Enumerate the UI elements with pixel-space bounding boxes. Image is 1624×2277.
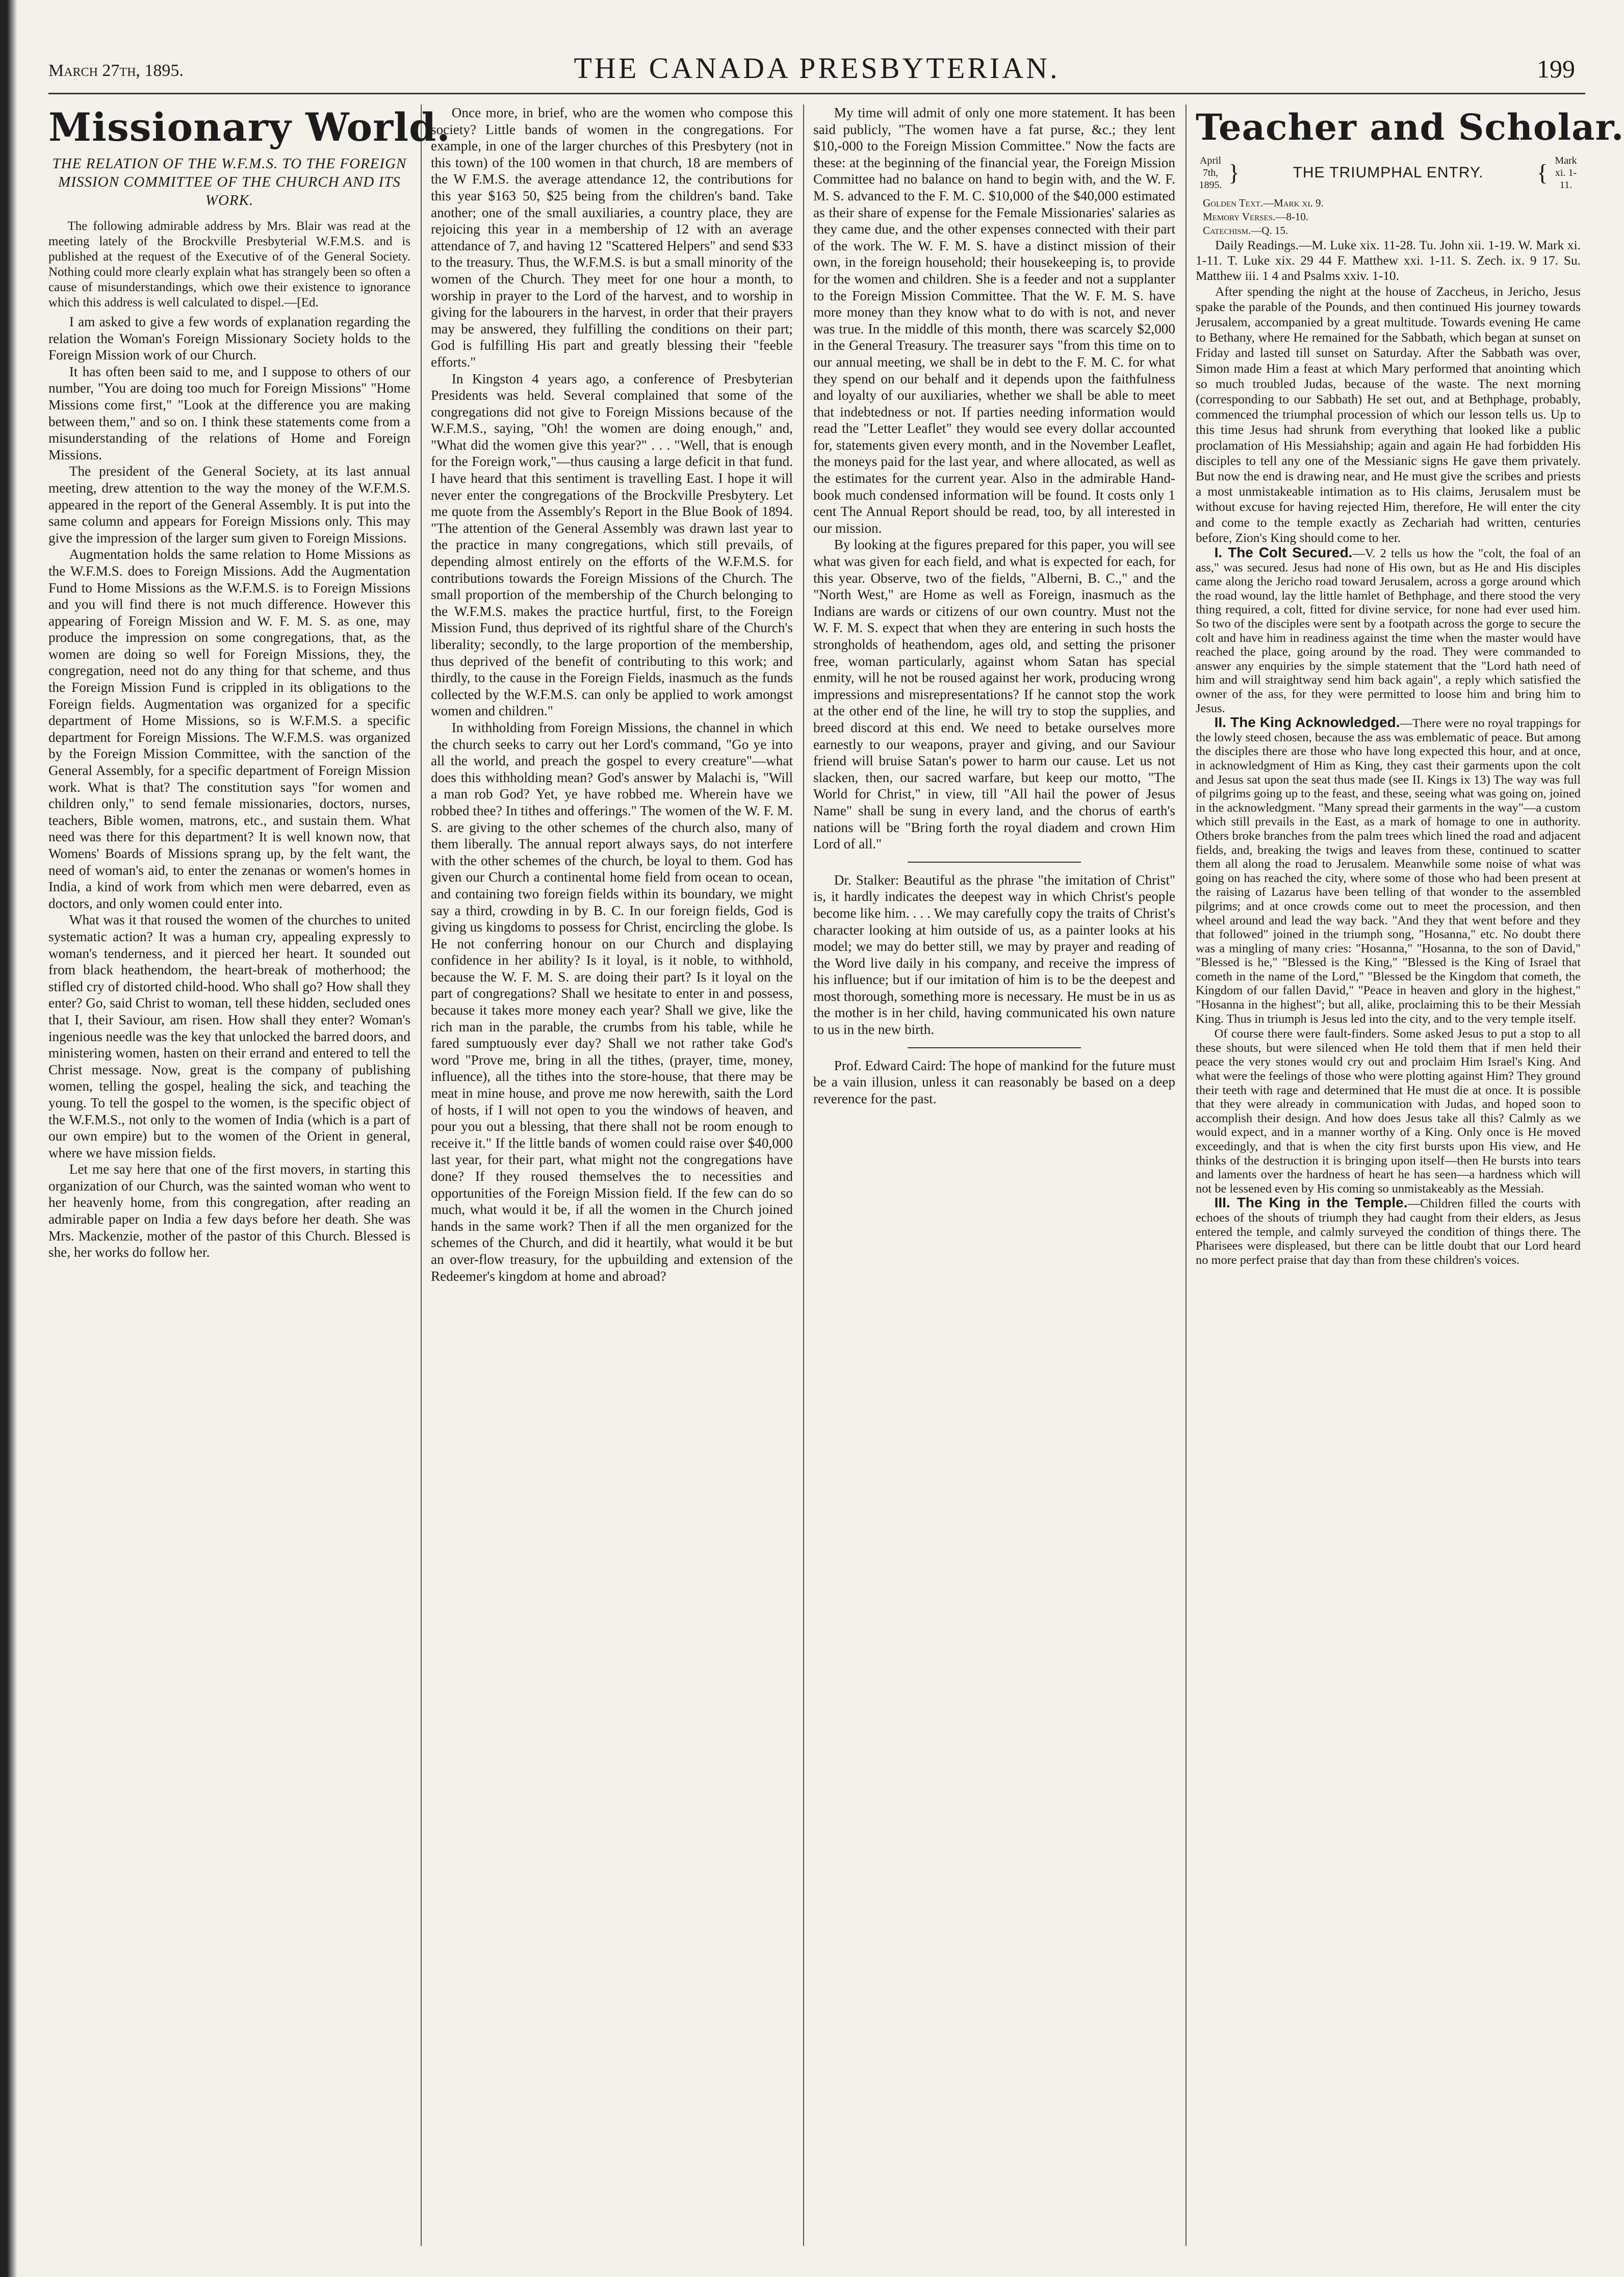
article-paragraph: By looking at the figures prepared for this paper, you will see what was given for each field, and what is expected for each, for this year. Observe, two of the fields, "Alberni, B. C.," and the "North West," are Home as well as Foreign, inasmuch as the Indians are wards or citizens of our own country. Must not the W. F. M. S. expect that when they are entering in such hosts the strongholds of heathendom, ages old, and setting the prisoner free, woman particularly, against whom Satan has special enmity, will he not be roused against her work, producing wrong impressions and misrepresentations? If he cannot stop the work at the other end of the line, he will try to stop the supplies, and breed discord at this end. We need to betake ourselves more earnestly to our weapons, prayer and giving, and our Saviour friend will bruise Satan's power to harm our cause. Let us not slacken, then, our sacred warfare, but keep our motto, "The World for Christ," in view, till "All hail the power of Jesus Name" shall be sung in every land, and the chorus of earth's nations will be "Bring forth the royal diadem and crown Him Lord of all." bbox=[813, 537, 1175, 852]
lesson-reference: { Mark xi. 1-11. bbox=[1536, 155, 1577, 191]
issue-date: March 27th, 1895. bbox=[48, 61, 184, 80]
stalker-quote: Dr. Stalker: Beautiful as the phrase "the imitation of Christ" is, it hardly indicates the deepest way in which Christ's people become like him. . . . We may carefully copy the traits of Christ's character looking at him outside of us, as a painter looks at his model; we may do better still, we may by prayer and reading of the Word live daily in his company, and receive the impress of his influence; but if our imitation of him is to be the deepest and most thorough, something more is necessary. He must be in us as the mother is in her child, having communicated his own nature to us in the new birth. bbox=[813, 872, 1175, 1038]
lesson-point-text: —There were no royal trappings for the lowly steed chosen, because the ass was emblematic of peace. But among the disciples there are those who have long expected this hour, and at once, in acknowledgment of Him as King, they cast their garments upon the colt and Jesus sat upon the seat thus made (see II. Kings ix 13) The way was full of pilgrims going up to the feast, and these, seeing what was going on, joined in the acknowledgment. "Many spread their garments in the way"—a custom which still prevails in the East, as a mark of homage to one in authority. Others broke branches from the palm trees which lined the road and adjacent fields, and, breaking the twigs and leaves from these, continued to scatter them all along the road to Jerusalem. Meanwhile some noise of what was going on has reached the city, where some of those who had been present at the raising of Lazarus have been telling of that wonder to the assembled pilgrims; and at once crowds come out to meet the procession, and then wheel around and lead the way back. "And they that went before and they that followed" joined in the triumph song, "Hosanna," etc. No doubt there was a mingling of many cries: "Hosanna," "Hosanna, to the son of David," "Blessed is he," "Blessed is the King," "Blessed is the King of Israel that cometh in the name of the Lord," "Blessed be the Kingdom that cometh, the Kingdom of our fallen David," "Peace in heaven and glory in the highest," "Hosanna in the highest"; but all, alike, proclaiming this to be their Messiah King. Thus in triumph is Jesus led into the city, and to the very temple itself. bbox=[1196, 716, 1581, 1026]
lesson-point-text: —Children filled the courts with echoes of the shouts of triumph they had caught from their elders, as Jesus entered the temple, and calmly surveyed the condition of things there. The Pharisees were displeased, but there can be little doubt that our Lord heard no more perfect praise that day than from these children's voices. bbox=[1196, 1197, 1581, 1267]
page-number: 199 bbox=[1537, 55, 1575, 83]
column-divider bbox=[803, 105, 804, 2246]
article-paragraph: Let me say here that one of the first movers, in starting this organization of our Church, was the sainted woman who went to her heavenly home, from this congregation, after reading an admirable paper on India a few days before her death. She was Mrs. Mackenzie, mother of the pastor of this Church. Blessed is she, her works do follow her. bbox=[48, 1161, 410, 1260]
teacher-section-title: Teacher and Scholar. bbox=[1196, 106, 1624, 148]
caird-quote: Prof. Edward Caird: The hope of mankind for the future must be a vain illusion, unless it can reasonably be based on a deep reverence for the past. bbox=[813, 1057, 1176, 1106]
lesson-point bbox=[1196, 715, 1581, 1026]
article-paragraph: The president of the General Society, at its last annual meeting, drew attention to the way the money of the W.F.M.S. appeared in the report of the General Assembly. It is put into the same column and appears for Foreign Missions only. This may give the impression of the larger sum given to Foreign Missions. bbox=[48, 463, 410, 546]
publication-title: THE CANADA PRESBYTERIAN. bbox=[574, 51, 1060, 85]
lesson-point-heading: I. The Colt Secured. bbox=[1214, 545, 1353, 561]
article-paragraph: What was it that roused the women of the churches to united systematic action? It was a human cry, appealing expressly to woman's tenderness, and it pierced her heart. It sounded out from black heathendom, the heart-break of motherhood; the stifled cry of distorted child-hood. Who shall go? How shall they enter? Go, said Christ to woman, tell these hidden, secluded ones that I, their Saviour, am risen. How shall they enter? Woman's ingenious needle was the key that unlocked the barred doors, and ministering women, hasten on their errand and entered to tell the Christ message. Now, great is the company of publishing women, telling the gospel, healing the sick, and teaching the young. To tell the gospel to the women, is the specific object of the W.F.M.S., not only to the women of India (which is a part of our own empire) but to the women of the Orient in general, where we have mission fields. bbox=[48, 912, 410, 1160]
lesson-date: April 7th, 1895. } bbox=[1199, 155, 1240, 191]
column-1 bbox=[48, 105, 451, 2256]
article-paragraph: Augmentation holds the same relation to Home Missions as the W.F.M.S. does to Foreign Missions. Add the Augmentation Fund to Home Missions as the W.F.M.S. is to Foreign Missions and you will find there is not much difference. However this appearing of Foreign Mission and W. F. M. S. as one, may produce the impression on some congregations, that, as the women are doing so well for Foreign Missions, they, the congregation, need not do any thing for that scheme, and thus the Foreign Mission Fund is crippled in its obligations to the Foreign fields. Augmentation was organized for a specific department of Home Missions, so is W.F.M.S. a specific department for Foreign Missions. The W.F.M.S. was organized by the Foreign Mission Committee, with the sanction of the General Assembly, for a specific department of Foreign Mission work. What is that? The constitution says "for women and children only," to send female missionaries, doctors, nurses, teachers, Bible women, matrons, etc., and sustain them. What need was there for this department? It is well known now, that Womens' Boards of Missions sprang up, by the felt want, the need of woman's aid, to enter the zenanas or women's homes in India, a kind of work from which men were debarred, even as doctors, and only women could enter into. bbox=[48, 547, 410, 911]
article-paragraph: My time will admit of only one more statement. It has been said publicly, "The women have a fat purse, &c.; they lent $10,-000 to the Foreign Mission Committee." Now the facts are these: at the beginning of the financial year, the Foreign Mission Committee had no balance on hand to begin with, and the W. F. M. S. advanced to the F. M. C. $10,000 of the $40,000 estimated as their share of expense for the Female Missionaries' salaries as they came due, and the other expenses connected with their part of the work. The W. F. M. S. have a distinct mission of their own, in the foreign household; their housekeeping is, to provide for the women and children. She is a feeder and not a supplanter to the Foreign Mission Committee. That the W. F. M. S. have more money than they know what to do with is not, and never was true. In the middle of this month, there was scarcely $2,000 in the General Treasury. The treasurer says "from this time on to our annual meeting, we shall be in debt to the F. M. C. for what they spend on our behalf and it depends upon the faithfulness and loyalty of our auxiliaries, whether we shall be able to meet that indebtedness or not. If parties needing information would read the "Letter Leaflet" they would see every dollar accounted for, statements given every month, and in the November Leaflet, the moneys paid for the last year, and where allocated, as well as the estimates for the current year. Also in the admirable Hand-book much condensed information will be found. It costs only 1 cent The Annual Report should be read, too, by all interested in our mission. bbox=[813, 105, 1175, 536]
column-3 bbox=[813, 105, 1175, 2256]
column-divider bbox=[1185, 105, 1187, 2246]
separator-rule bbox=[908, 1047, 1081, 1048]
lesson-point bbox=[1196, 1196, 1581, 1267]
column-divider bbox=[421, 105, 422, 2246]
running-head bbox=[48, 47, 1585, 93]
column-4 bbox=[1196, 105, 1624, 2256]
page-binding-edge bbox=[0, 0, 17, 2277]
lesson-title: THE TRIUMPHAL ENTRY. bbox=[1293, 164, 1484, 181]
lesson-intro: After spending the night at the house of Zaccheus, in Jericho, Jesus spake the parable of the Pounds, and then continued His journey towards Jerusalem, accompanied by a great multitude. Towards evening He came to Bethany, where He remained for the Sabbath, which began at sunset on Friday and lasted till sunset on Saturday. After the Sabbath was over, Simon made Him a feast at which Mary performed that anointing which so much troubled Judas, because of the waste. The next morning (corresponding to our Sabbath) He set out, and at Bethphage, probably, commenced the triumphal procession of which our lesson tells us. Up to this time Jesus had shrunk from everything that looked like a public proclamation of His Messiahship; again and again He had forbidden His disciples to tell any one of the Messianic signs He gave them privately. But now the end is drawing near, and He must give the scribes and priests a most unmistakeable intimation as to His claims, Jerusalem must be without excuse for having rejected Him, therefore, He will enter the city and come to the temple exactly as Zechariah had written, centuries before, Zion's King should come to her. bbox=[1196, 284, 1581, 545]
column-2 bbox=[431, 105, 793, 2256]
golden-text: Golden Text.—Mark xi. 9. bbox=[1203, 197, 1324, 209]
lesson-point bbox=[1196, 546, 1581, 715]
daily-readings: Daily Readings.—M. Luke xix. 11-28. Tu. John xii. 1-19. W. Mark xi. 1-11. T. Luke xix. 29 44 F. Matthew xxi. 1-11. S. Zech. ix. 9 17. Su. Matthew iii. 1 4 and Psalms xxiv. 1-10. bbox=[1196, 238, 1581, 283]
memory-verses: Memory Verses.—8-10. bbox=[1203, 211, 1309, 223]
header-rule bbox=[48, 93, 1585, 94]
lesson-point bbox=[1196, 1026, 1581, 1196]
article-paragraph: In Kingston 4 years ago, a conference of Presbyterian Presidents was held. Several complained that some of the congregations did not give to Foreign Missions because of the W.F.M.S., saying, "Oh! the women are doing enough," and, "What did the women give this year?" . . . "Well, that is enough for the Foreign work,"—thus causing a large deficit in that fund. I have heard that this sentiment is travelling East. I hope it will never enter the congregations of the Brockville Presbytery. Let me quote from the Assembly's Report in the Blue Book of 1894. "The attention of the General Assembly was drawn last year to the practice in many congregations, which still prevails, of depending almost entirely on the efforts of the W.F.M.S. for contributions towards the Foreign Missions of the Church. The small proportion of the membership of the Church belonging to the W.F.M.S. makes the practice hurtful, first, to the Foreign Mission Fund, thus deprived of its rightful share of the Church's liberality; secondly, to the large proportion of the membership, thus deprived of the benefit of contributing to this work; and thirdly, to the cause in the Foreign Fields, inasmuch as the funds collected by the W.F.M.S. can only be applied to work amongst women and children." bbox=[431, 371, 793, 719]
article-paragraph: It has often been said to me, and I suppose to others of our number, "You are doing too much for Foreign Missions" "Home Missions come first," "Look at the difference you are making between them," and so on. I think these statements come from a misunderstanding of the relations of Home and Foreign Missions. bbox=[48, 364, 410, 462]
article-paragraph: I am asked to give a few words of explanation regarding the relation the Woman's Foreign Missionary Society holds to the Foreign Mission work of our Church. bbox=[48, 314, 410, 363]
lesson-point-text: —V. 2 tells us how the "colt, the foal of an ass," was secured. Jesus had none of His own, but as He and His disciples came along the Jericho road toward Jerusalem, across a gorge around which the road wound, lay the little hamlet of Bethphage, and there stood the very thing required, a colt, fitted for divine service, for none had ever used him. So two of the disciples were sent by a footpath across the gorge to secure the colt and have him in readiness against the time when the master would have reached the place, going around by the road. They were commanded to answer any enquiries by the simple statement that the "Lord hath need of him and will straightway send him back again", a reply which satisfied the owner of the ass, for they were permitted to loose him and bring him to Jesus. bbox=[1196, 547, 1581, 715]
lesson-point-text: Of course there were fault-finders. Some asked Jesus to put a stop to all these shouts, but were silenced when He told them that if men held their peace the very stones would cry out and proclaim Him Israel's King. And what were the feelings of those who were plotting against Him? They ground their teeth with rage and determined that He must die at once. It is possible that they were already in communication with Judas, and hoped soon to accomplish their design. And how does Jesus take all this? Calmly as we would expect, and in a manner worthy of a King. Only once is He moved exceedingly, and that is when the city first bursts upon His view, and He thinks of the destruction it is bringing upon itself—then He bursts into tears and laments over the hardness of heart he has seen—a hardness which will not be lessened even by His coming so unmistakeably as the Messiah. bbox=[1196, 1027, 1581, 1196]
missionary-section-title: Missionary World. bbox=[48, 105, 451, 150]
article-title: THE RELATION OF THE W.F.M.S. TO THE FOREIGN MISSION COMMITTEE OF THE CHURCH AND ITS WORK. bbox=[52, 156, 407, 209]
article-paragraph: Once more, in brief, who are the women who compose this society? Little bands of women in the congregations. For example, in one of the larger churches of this Presbytery (not in this town) of the 100 women in that church, 18 are members of the W F.M.S. the average attendance 12, the contributions for this year $163 50, $25 being from the children's band. Take another; one of the small auxiliaries, a country place, they are rejoicing this year in a membership of 12 with an average attendance of 7, and having 12 "Scattered Helpers" and send $33 to the treasury. Thus, the W.F.M.S. is but a small minority of the women of the Church. They meet for one hour a month, to worship in prayer to the Lord of the harvest, and to worship in giving for the labourers in the harvest, in order that their prayers may be answered, they fulfilling the conditions on their part; God is fulfilling His part and greatly blessing their "feeble efforts." bbox=[431, 105, 793, 370]
lesson-point-heading: II. The King Acknowledged. bbox=[1214, 714, 1400, 731]
article-paragraph: In withholding from Foreign Missions, the channel in which the church seeks to carry out her Lord's command, "Go ye into all the world, and preach the gospel to every creature"—what does this withholding mean? God's answer by Malachi is, "Will a man rob God? Yet, ye have robbed me. Wherein have we robbed thee? In tithes and offerings." The women of the W. F. M. S. are giving to the other schemes of the church also, many of them liberally. The annual report always says, do not interfere with the other schemes of the church, be loyal to them. God has given our Church a continental home field from ocean to ocean, and containing two foreign fields within its boundary, we might say a third, crowding in by B. C. In our foreign fields, God is giving us kingdoms to possess for Christ, encircling the globe. Is He not conferring honour on our Church and displaying confidence in her ability? Is it loyal, is it noble, to withhold, because the W. F. M. S. are doing their part? Is it loyal on the part of congregations? Shall we hesitate to enter in and possess, because it takes more money each year? Shall we give, like the rich man in the parable, the crumbs from his table, while he fared sumptuously ever day? Shall we not rather take God's word "Prove me, bring in all the tithes, (prayer, time, money, influence), all the tithes into the store-house, that there may be meat in mine house, and prove me now herewith, saith the Lord of hosts, if I will not open to you the windows of heaven, and pour you out a blessing, that there shall not be room enough to receive it." If the little bands of women could raise over $40,000 last year, for their part, what might not the congregations have done? If they roused themselves the to necessities and opportunities of the Foreign Mission field. If the few can do so much, what would it be, if all the women in the Church joined hands in the same work? Then if all the men organized for the schemes of the Church, and did it heartily, what would it be but an over-flow treasury, for the upbuilding and extension of the Redeemer's kingdom at home and abroad? bbox=[431, 719, 793, 1284]
lesson-header bbox=[1196, 154, 1581, 191]
catechism: Catechism.—Q. 15. bbox=[1203, 224, 1288, 237]
lesson-point-heading: III. The King in the Temple. bbox=[1214, 1195, 1408, 1211]
editor-note: The following admirable address by Mrs. Blair was read at the meeting lately of the Brockville Presbyterial W.F.M.S. and is published at the request of the Executive of of the General Society. Nothing could more clearly explain what has strangely been so often a cause of misunderstandings, which owe their existence to ignorance which this address is well calculated to dispel.—[Ed. bbox=[48, 219, 410, 309]
separator-rule bbox=[908, 862, 1081, 863]
